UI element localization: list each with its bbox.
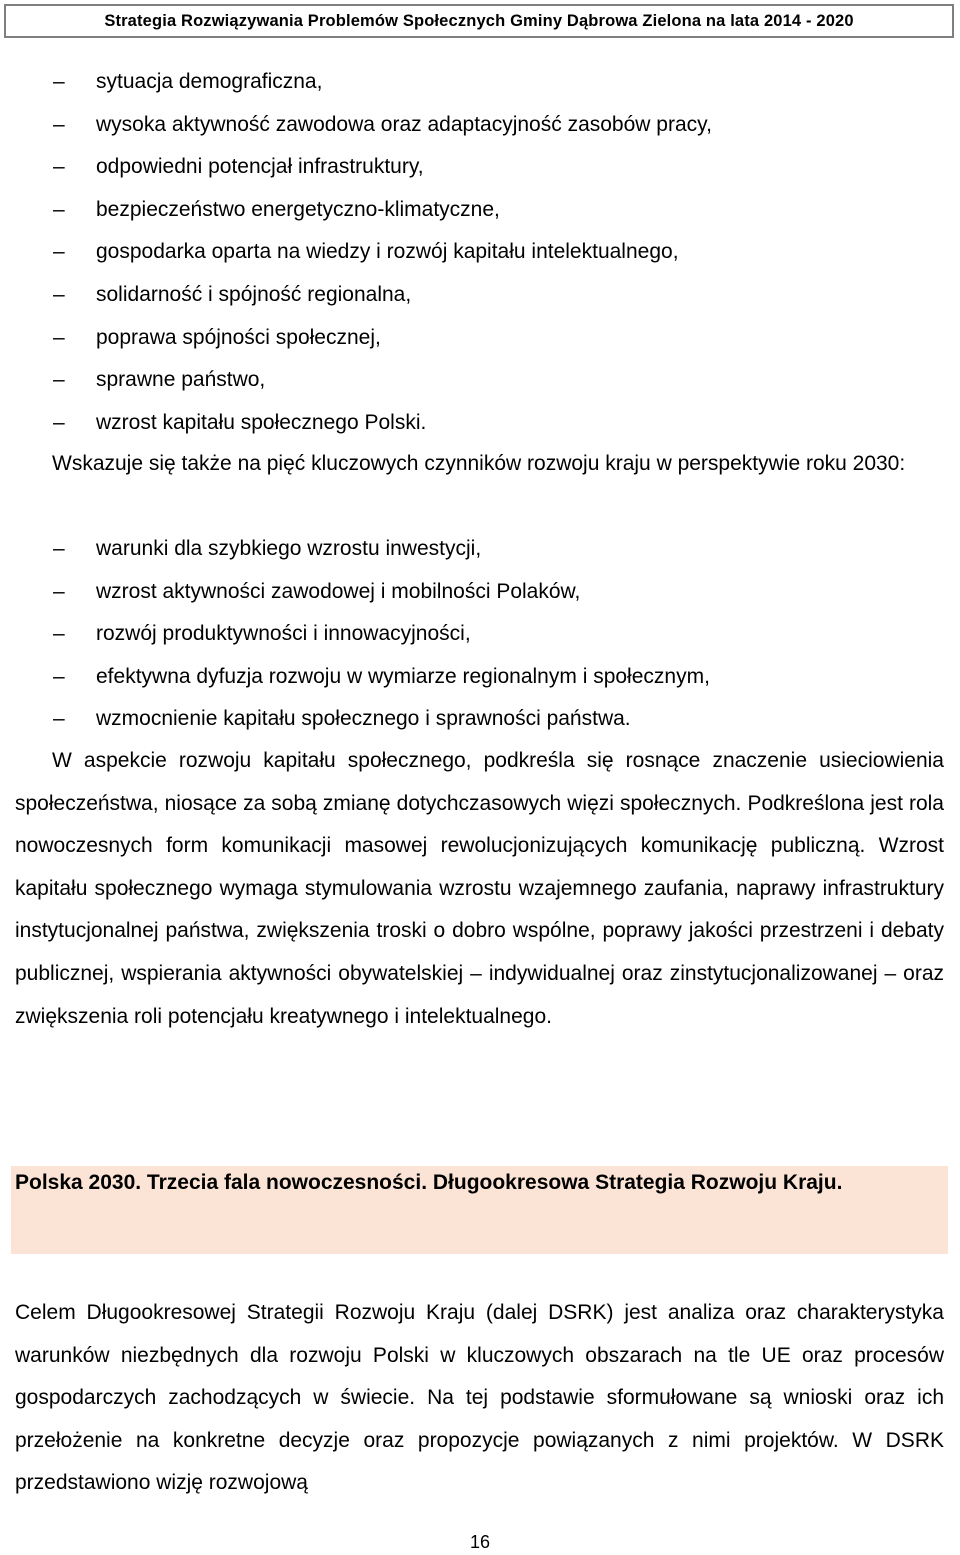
list-item <box>0 656 960 699</box>
dash-marker: – <box>53 197 65 221</box>
dash-marker: – <box>53 622 65 646</box>
list-item-text: warunki dla szybkiego wzrostu inwestycji, <box>96 537 482 560</box>
dash-marker: – <box>53 579 65 603</box>
page-header <box>4 4 954 38</box>
list-item <box>0 274 960 317</box>
dash-marker: – <box>53 155 65 179</box>
list-item <box>0 189 960 232</box>
list-item <box>0 359 960 402</box>
list-item <box>0 698 960 741</box>
dash-marker: – <box>53 368 65 392</box>
dash-marker: – <box>53 537 65 560</box>
dash-marker: – <box>53 707 65 731</box>
section-heading-box <box>11 1166 948 1254</box>
list-item-text: wzrost aktywności zawodowej i mobilności Polaków, <box>96 579 581 603</box>
paragraph-key-factors-intro: Wskazuje się także na pięć kluczowych czynników rozwoju kraju w perspektywie roku 2030: <box>52 452 906 475</box>
list-item <box>0 613 960 656</box>
dash-marker: – <box>53 282 65 306</box>
list-item <box>0 528 960 571</box>
list-item <box>0 402 960 445</box>
page-number: 16 <box>469 1532 491 1552</box>
list-item-text: bezpieczeństwo energetyczno-klimatyczne, <box>96 197 500 221</box>
list-item-text: sprawne państwo, <box>96 368 266 392</box>
list-item <box>0 104 960 147</box>
dash-marker: – <box>53 664 65 688</box>
list-item <box>0 231 960 274</box>
list-item-text: wzmocnienie kapitału społecznego i sprawności państwa. <box>96 707 631 731</box>
list-item <box>0 61 960 104</box>
list-item-text: efektywna dyfuzja rozwoju w wymiarze regionalnym i społecznym, <box>96 664 710 688</box>
dash-marker: – <box>53 240 65 264</box>
list-item-text: odpowiedni potencjał infrastruktury, <box>96 155 424 179</box>
list-item-text: wysoka aktywność zawodowa oraz adaptacyjność zasobów pracy, <box>96 112 712 136</box>
dash-marker: – <box>53 410 65 434</box>
dash-marker: – <box>53 325 65 349</box>
list-item <box>0 317 960 360</box>
section-heading: Polska 2030. Trzecia fala nowoczesności. Długookresowa Strategia Rozwoju Kraju. <box>15 1171 843 1194</box>
list-item <box>0 571 960 614</box>
dash-marker: – <box>53 70 65 93</box>
bullet-list-priorities <box>0 61 960 444</box>
list-item-text: sytuacja demograficzna, <box>96 70 323 93</box>
paragraph-dsrk: Celem Długookresowej Strategii Rozwoju Kraju (dalej DSRK) jest analiza oraz charakterystyka warunków niezbędnych dla rozwoju Polski w kluczowych obszarach na tle UE oraz procesów gospodarczych zachodzących w świecie. Na tej podstawie sformułowane są wnioski oraz ich przełożenie na konkretne decyzje oraz propozycje powiązanych z nimi projektów. W DSRK przedstawiono wizję rozwojową <box>15 1301 944 1495</box>
header-title: Strategia Rozwiązywania Problemów Społecznych Gminy Dąbrowa Zielona na lata 2014 - 2020 <box>104 11 854 30</box>
list-item-text: gospodarka oparta na wiedzy i rozwój kapitału intelektualnego, <box>96 240 679 264</box>
list-item-text: solidarność i spójność regionalna, <box>96 282 412 306</box>
list-item-text: poprawa spójności społecznej, <box>96 325 381 349</box>
list-item-text: wzrost kapitału społecznego Polski. <box>96 410 427 434</box>
list-item <box>0 146 960 189</box>
list-item-text: rozwój produktywności i innowacyjności, <box>96 622 471 646</box>
paragraph-social-capital: W aspekcie rozwoju kapitału społecznego, podkreśla się rosnące znaczenie usieciowienia społeczeństwa, niosące za sobą zmianę dotychczasowych więzi społecznych. Podkreślona jest rola nowoczesnych form komunikacji masowej rewolucjonizujących komunikację publiczną. Wzrost kapitału społecznego wymaga stymulowania wzrostu wzajemnego zaufania, naprawy infrastruktury instytucjonalnej państwa, zwiększenia troski o dobro wspólne, poprawy jakości przestrzeni i debaty publicznej, wspierania aktywności obywatelskiej – indywidualnej oraz zinstytucjonalizowanej – oraz zwiększenia roli potencjału kreatywnego i intelektualnego. <box>15 749 944 1028</box>
bullet-list-key-factors <box>0 528 960 741</box>
dash-marker: – <box>53 112 65 136</box>
